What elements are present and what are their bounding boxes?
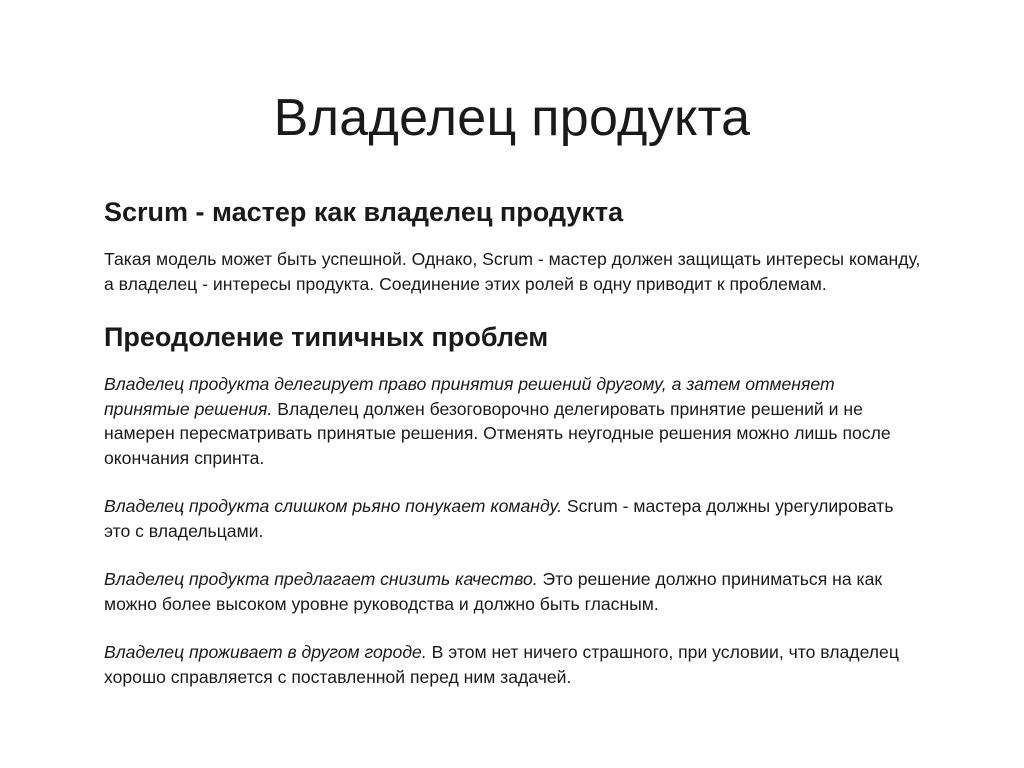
problem-statement: Владелец продукта слишком рьяно понукает команду. — [104, 496, 562, 516]
problem-statement: Владелец проживает в другом городе. — [104, 642, 427, 662]
problem-item — [104, 372, 924, 470]
problem-solution: Владелец должен безоговорочно делегировать принятие решений и не намерен пересматривать принятые решения. Отменять неугодные решения можно лишь после окончания спринта. — [104, 398, 891, 468]
problem-item — [104, 567, 924, 616]
problem-statement: Владелец продукта делегирует право принятия решений другому, а затем отменяет принятые решения. — [104, 374, 835, 419]
section-heading-typical-problems: Преодоление типичных проблем — [104, 322, 549, 352]
problem-solution: В этом нет ничего страшного, при условии, что владелец хорошо справляется с поставленной перед ним задачей. — [104, 642, 899, 687]
problem-solution: Scrum - мастера должны урегулировать это с владельцами. — [104, 496, 894, 541]
problem-item — [104, 494, 924, 543]
problem-item — [104, 640, 924, 689]
problem-solution: Это решение должно приниматься на как можно более высоком уровне руководства и должно быть гласным. — [104, 569, 883, 614]
problem-statement: Владелец продукта предлагает снизить качество. — [104, 569, 538, 589]
slide-content — [104, 195, 924, 713]
slide-title: Владелец продукта — [273, 89, 751, 147]
section-heading-scrum-master: Scrum - мастер как владелец продукта — [104, 197, 624, 227]
section-text-scrum-master: Такая модель может быть успешной. Однако, Scrum - мастер должен защищать интересы команду, а владелец - интересы продукта. Соединение этих ролей в одну приводит к проблемам. — [104, 249, 921, 294]
